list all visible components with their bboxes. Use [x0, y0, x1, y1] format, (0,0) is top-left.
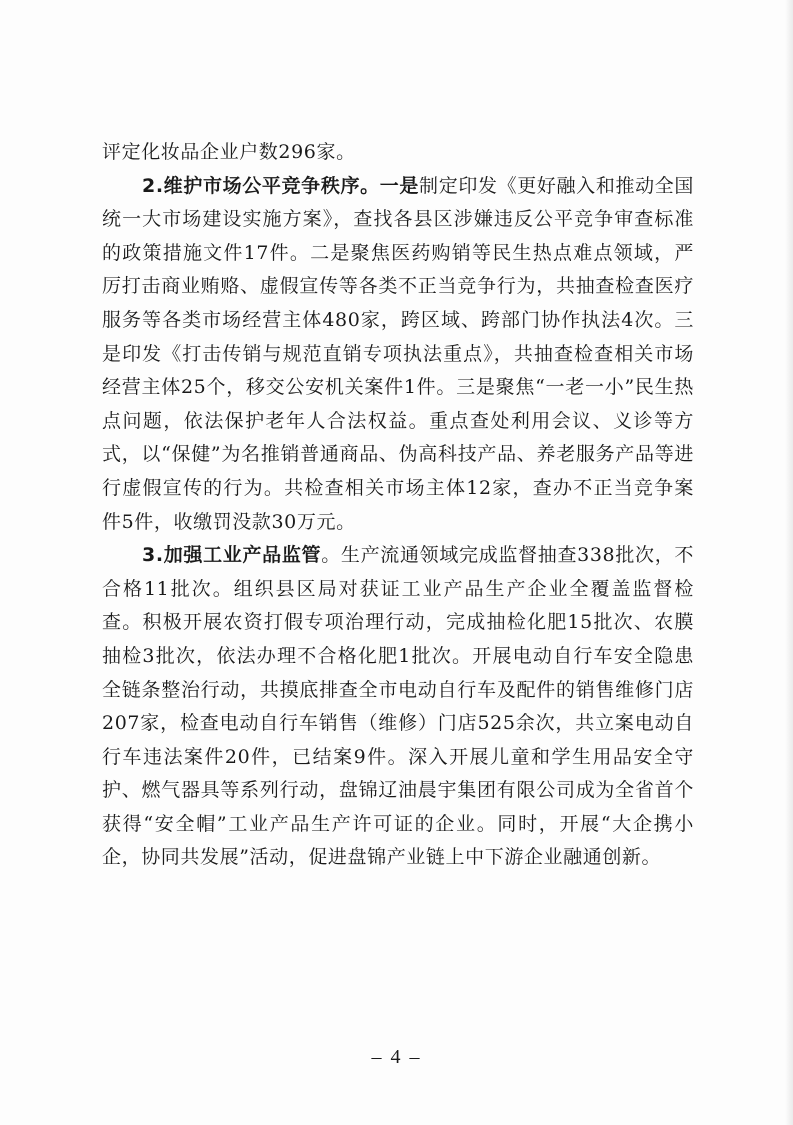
- paragraph-fair-competition: [102, 170, 694, 540]
- section-lead: 一是: [379, 174, 420, 197]
- section-heading: 2.维护市场公平竞争秩序。: [142, 174, 380, 197]
- paragraph-text: 。生产流通领域完成监督抽查338批次，不合格11批次。组织县区局对获证工业产品生产企业全覆盖监督检查。积极开展农资打假专项治理行动，完成抽检化肥15批次、农膜抽检3批次，依法办理不合格化肥1批次。开展电动自行车安全隐患全链条整治行动，共摸底排查全市电动自行车及配件的销售维修门店207家，检查电动自行车销售（维修）门店525余次，共立案电动自行车违法案件20件，已结案9件。深入开展儿童和学生用品安全守护、燃气器具等系列行动，盘锦辽油晨宇集团有限公司成为全省首个获得“安全帽”工业产品生产许可证的企业。同时，开展“大企携小企，协同共发展”活动，促进盘锦产业链上中下游企业融通创新。: [102, 544, 694, 869]
- page-edge-shadow: [785, 0, 793, 1125]
- paragraph-text: 制定印发《更好融入和推动全国统一大市场建设实施方案》，查找各县区涉嫌违反公平竞争审查标准的政策措施文件17件。二是聚焦医药购销等民生热点难点领域，严厉打击商业贿赂、虚假宣传等各类不正当竞争行为，共抽查检查医疗服务等各类市场经营主体480家，跨区域、跨部门协作执法4次。三是印发《打击传销与规范直销专项执法重点》，共抽查检查相关市场经营主体25个，移交公安机关案件1件。三是聚焦“一老一小”民生热点问题，依法保护老年人合法权益。重点查处利用会议、义诊等方式，以“保健”为名推销普通商品、伪高科技产品、养老服务产品等进行虚假宣传的行为。共检查相关市场主体12家，查办不正当竞争案件5件，收缴罚没款30万元。: [102, 174, 694, 533]
- page-number: – 4 –: [371, 1046, 422, 1068]
- body-text: [102, 136, 694, 875]
- section-heading: 3.加强工业产品监管: [142, 544, 322, 567]
- paragraph-industrial-products: [102, 539, 694, 875]
- paragraph-text: 评定化妆品企业户数296家。: [102, 141, 356, 163]
- paragraph-cosmetics-count: [102, 136, 694, 170]
